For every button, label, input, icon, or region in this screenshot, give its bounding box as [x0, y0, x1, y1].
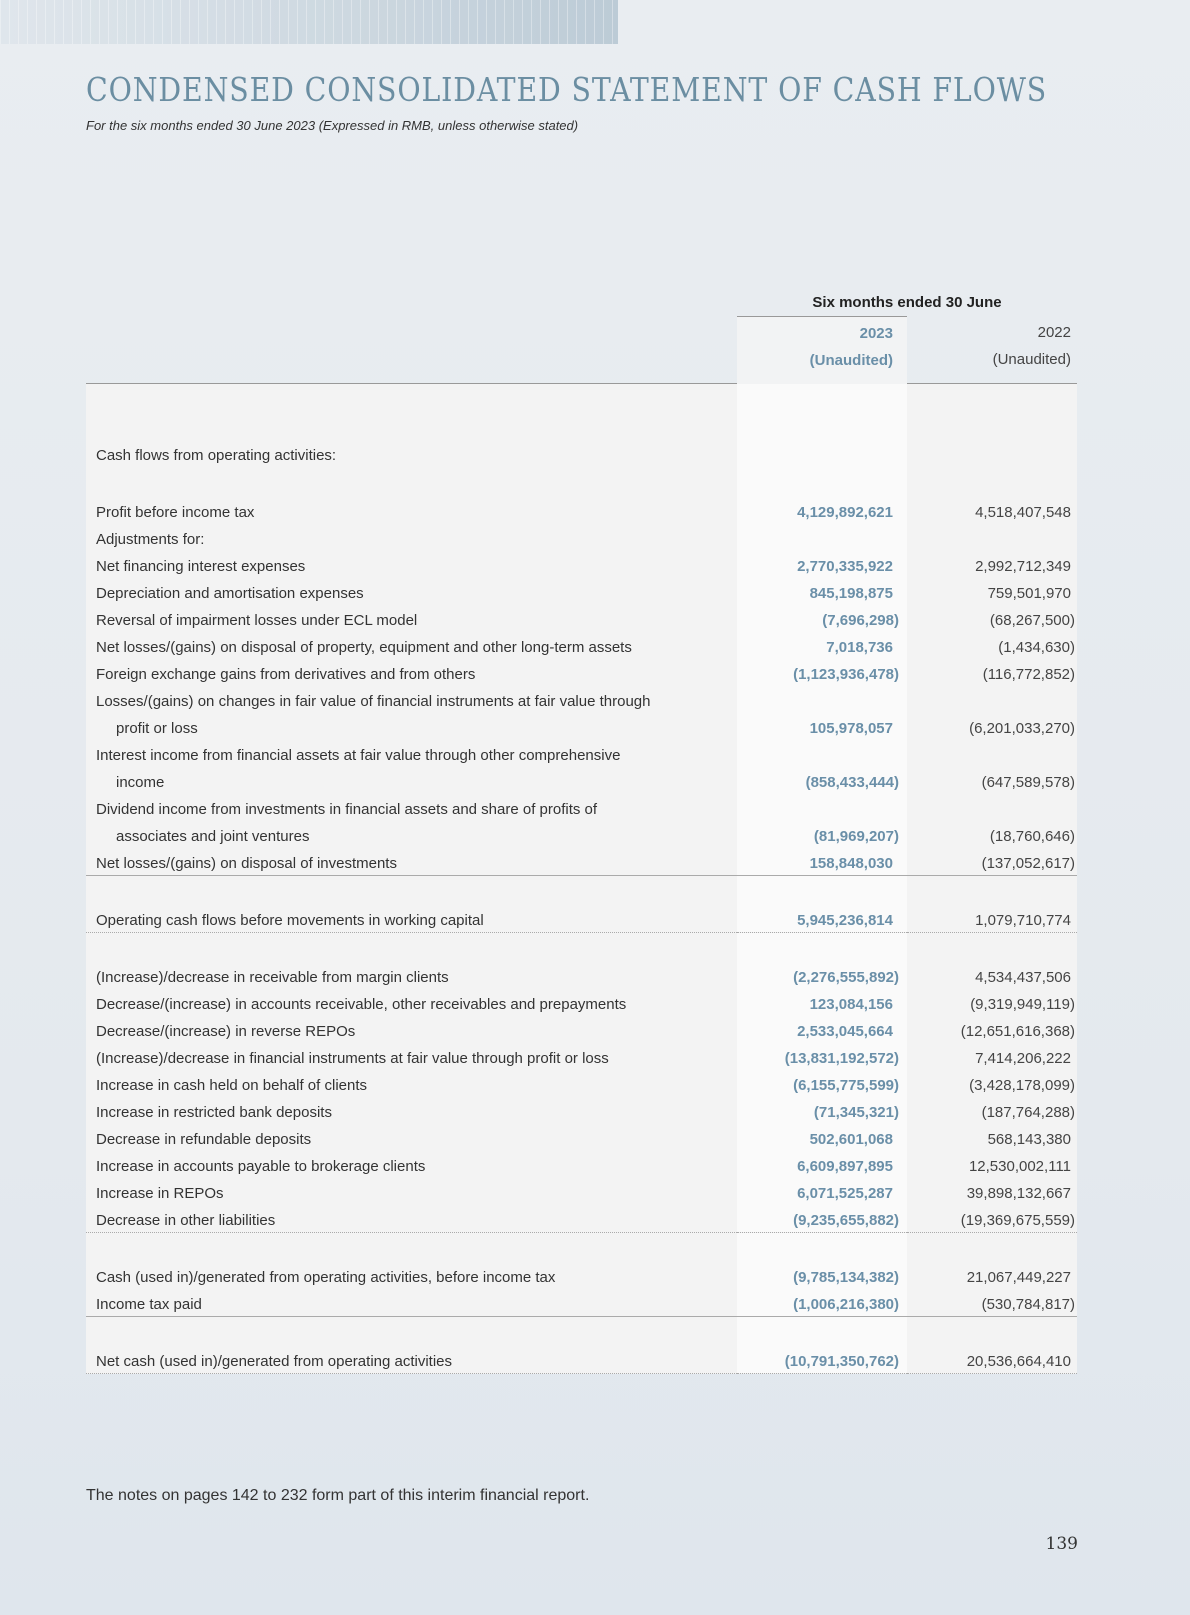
table-row — [86, 962, 1077, 989]
table-row — [86, 1346, 1077, 1373]
table-row — [86, 1178, 1077, 1205]
value-2022: 4,534,437,506 — [975, 969, 1071, 986]
table-row — [86, 1289, 1077, 1316]
value-2023: (13,831,192,572) — [737, 1043, 907, 1070]
value-2022: 20,536,664,410 — [907, 1346, 1077, 1373]
value-2022: (6,201,033,270) — [969, 720, 1075, 737]
value-2023: 6,071,525,287 — [737, 1178, 907, 1205]
value-2022: (19,369,675,559) — [907, 1205, 1077, 1232]
row-label-continued: associates and joint ventures — [116, 828, 310, 845]
footnote: The notes on pages 142 to 232 form part of this interim financial report. — [86, 1487, 590, 1504]
table-row — [86, 524, 1077, 551]
value-2023: (7,696,298) — [737, 605, 907, 632]
value-2022: (137,052,617) — [907, 848, 1077, 875]
row-label: Increase in REPOs — [96, 1185, 224, 1202]
value-2022: 759,501,970 — [987, 585, 1071, 602]
value-2022: 568,143,380 — [987, 1131, 1071, 1148]
spacer-row — [86, 875, 1077, 905]
column-2022 — [907, 316, 1077, 384]
row-label: (Increase)/decrease in financial instruments at fair value through profit or loss — [96, 1050, 609, 1067]
table-row — [86, 1124, 1077, 1151]
table-row — [86, 767, 1077, 794]
value-2023: (10,791,350,762) — [737, 1346, 907, 1373]
table-row — [86, 1043, 1077, 1070]
value-2022: (9,319,949,119) — [970, 996, 1075, 1013]
page-title: CONDENSED CONSOLIDATED STATEMENT OF CASH FLOWS — [86, 70, 1048, 109]
page-number: 139 — [1045, 1534, 1078, 1554]
value-2023: (9,235,655,882) — [737, 1205, 907, 1232]
value-2023: (6,155,775,599) — [737, 1070, 907, 1097]
table-row-label-line — [86, 794, 1077, 821]
table-row — [86, 632, 1077, 659]
value-2022: (116,772,852) — [982, 666, 1075, 683]
value-2023: (858,433,444) — [737, 767, 907, 794]
table-row — [86, 1262, 1077, 1289]
value-2023: 6,609,897,895 — [737, 1151, 907, 1178]
row-label: Interest income from financial assets at fair value through other comprehensive — [96, 747, 621, 764]
table-row-label-line — [86, 686, 1077, 713]
table-row-label-line — [86, 740, 1077, 767]
value-2022: (647,589,578) — [981, 774, 1075, 791]
table-row — [86, 497, 1077, 524]
value-2023: (1,123,936,478) — [737, 659, 907, 686]
page-subtitle: For the six months ended 30 June 2023 (Expressed in RMB, unless otherwise stated) — [86, 118, 579, 133]
row-label-continued: income — [116, 774, 165, 791]
value-2023: (2,276,555,892) — [737, 962, 907, 989]
spacer-row — [86, 384, 1077, 440]
value-2022: 1,079,710,774 — [907, 905, 1077, 932]
row-label: Profit before income tax — [96, 504, 255, 521]
value-2023: (1,006,216,380) — [737, 1289, 907, 1316]
table-row — [86, 989, 1077, 1016]
value-2022: (68,267,500) — [989, 612, 1075, 629]
row-label: Net cash (used in)/generated from operating activities — [86, 1346, 737, 1373]
value-2022: (18,760,646) — [989, 828, 1075, 845]
row-label: Adjustments for: — [96, 531, 205, 548]
row-label: Decrease/(increase) in reverse REPOs — [96, 1023, 356, 1040]
row-label: Net losses/(gains) on disposal of property, equipment and other long-term assets — [96, 639, 632, 656]
column-2022-note: (Unaudited) — [992, 351, 1071, 368]
row-label: Losses/(gains) on changes in fair value of financial instruments at fair value through — [96, 693, 651, 710]
table-row — [86, 1205, 1077, 1232]
row-label: Increase in restricted bank deposits — [96, 1104, 332, 1121]
value-2023: 5,945,236,814 — [737, 905, 907, 932]
spacer-row — [86, 1232, 1077, 1262]
value-2023: 123,084,156 — [737, 989, 907, 1016]
row-label: Increase in accounts payable to brokerage clients — [96, 1158, 426, 1175]
value-2023: 105,978,057 — [737, 713, 907, 740]
row-label: Reversal of impairment losses under ECL model — [96, 612, 418, 629]
row-label-continued: profit or loss — [116, 720, 198, 737]
column-2023-note: (Unaudited) — [809, 352, 893, 369]
value-2022: 7,414,206,222 — [975, 1050, 1071, 1067]
value-2023: 502,601,068 — [737, 1124, 907, 1151]
spacer-row — [86, 467, 1077, 497]
table-row — [86, 551, 1077, 578]
spacer-row — [86, 932, 1077, 962]
row-label: Decrease in refundable deposits — [96, 1131, 312, 1148]
column-2022-year: 2022 — [1037, 324, 1071, 341]
value-2022: (530,784,817) — [907, 1289, 1077, 1316]
table-row — [86, 578, 1077, 605]
row-label: Decrease in other liabilities — [86, 1205, 737, 1232]
table-row — [86, 605, 1077, 632]
value-2022: 39,898,132,667 — [966, 1185, 1071, 1202]
value-2022 — [907, 524, 1077, 551]
table-row — [86, 821, 1077, 848]
row-label: Net financing interest expenses — [96, 558, 306, 575]
value-2022: 12,530,002,111 — [968, 1158, 1071, 1175]
value-2023: (71,345,321) — [737, 1097, 907, 1124]
value-2023: 158,848,030 — [737, 848, 907, 875]
value-2022: (187,764,288) — [981, 1104, 1075, 1121]
table-row — [86, 1016, 1077, 1043]
row-label: Foreign exchange gains from derivatives and from others — [96, 666, 476, 683]
column-2023-year: 2023 — [859, 325, 893, 342]
period-heading: Six months ended 30 June — [812, 294, 1002, 311]
decorative-banner — [0, 0, 618, 44]
table-body — [86, 384, 1077, 1374]
value-2023 — [737, 440, 907, 467]
table-row — [86, 440, 1077, 467]
value-2023: 845,198,875 — [737, 578, 907, 605]
row-label: Net losses/(gains) on disposal of investments — [86, 848, 737, 875]
value-2023: 4,129,892,621 — [737, 497, 907, 524]
value-2022: (1,434,630) — [998, 639, 1075, 656]
value-2022: (3,428,178,099) — [969, 1077, 1075, 1094]
value-2023: 2,533,045,664 — [737, 1016, 907, 1043]
table-row — [86, 1097, 1077, 1124]
row-label: (Increase)/decrease in receivable from margin clients — [96, 969, 449, 986]
table-row — [86, 1070, 1077, 1097]
table-row — [86, 905, 1077, 932]
row-label: Cash flows from operating activities: — [96, 447, 337, 464]
value-2022: 4,518,407,548 — [975, 504, 1071, 521]
cash-flow-table — [86, 288, 1077, 1374]
row-label: Cash (used in)/generated from operating activities, before income tax — [96, 1269, 556, 1286]
value-2023 — [737, 524, 907, 551]
value-2023: 2,770,335,922 — [737, 551, 907, 578]
row-label: Decrease/(increase) in accounts receivable, other receivables and prepayments — [96, 996, 627, 1013]
value-2023: (9,785,134,382) — [737, 1262, 907, 1289]
table-row — [86, 1151, 1077, 1178]
value-2022: (12,651,616,368) — [960, 1023, 1075, 1040]
table-row — [86, 713, 1077, 740]
table-header — [86, 288, 1077, 384]
value-2023: (81,969,207) — [737, 821, 907, 848]
row-label: Dividend income from investments in financial assets and share of profits of — [96, 801, 598, 818]
row-label: Depreciation and amortisation expenses — [96, 585, 364, 602]
table-row — [86, 659, 1077, 686]
row-label: Income tax paid — [86, 1289, 737, 1316]
value-2022 — [907, 440, 1077, 467]
row-label: Increase in cash held on behalf of clients — [96, 1077, 368, 1094]
value-2022: 21,067,449,227 — [966, 1269, 1071, 1286]
value-2022: 2,992,712,349 — [975, 558, 1071, 575]
table-row — [86, 848, 1077, 875]
spacer-row — [86, 1316, 1077, 1346]
value-2023: 7,018,736 — [737, 632, 907, 659]
row-label: Operating cash flows before movements in working capital — [86, 905, 737, 932]
column-2023 — [737, 316, 907, 384]
